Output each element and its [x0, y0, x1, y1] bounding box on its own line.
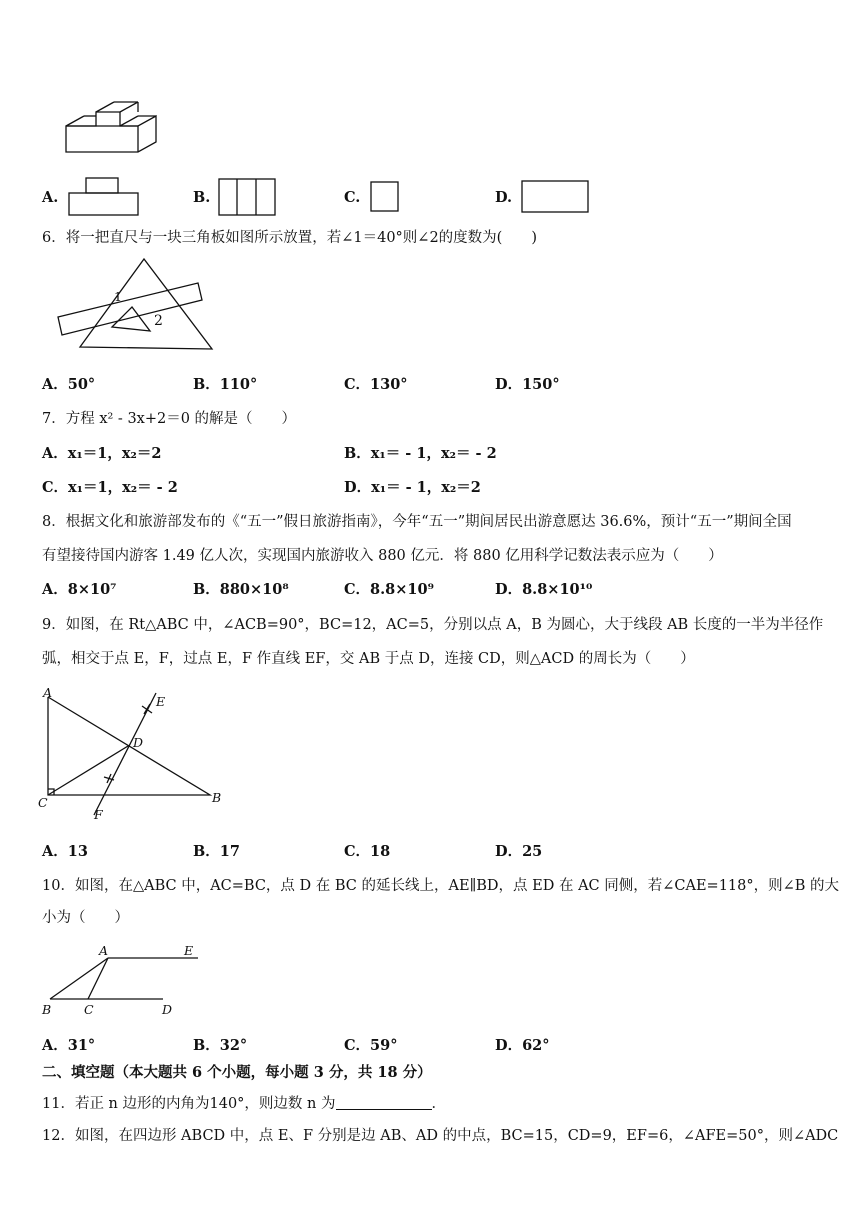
q9-option-c[interactable]: C．18 — [344, 843, 391, 860]
q10-option-b[interactable]: B．32° — [193, 1037, 248, 1054]
q9-point-d-label: D — [133, 735, 144, 750]
q6-question-text: 6．将一把直尺与一块三角板如图所示放置，若∠1＝40°则∠2的度数为( ) — [42, 230, 537, 246]
q10-point-d-label: D — [162, 1002, 173, 1017]
q10-triangle-figure — [38, 940, 208, 1020]
q8-option-a[interactable]: A．8×10⁷ — [42, 581, 117, 598]
q11-question-end: ． — [431, 1096, 446, 1112]
q9-point-b-label: B — [212, 790, 222, 805]
q9-point-f-label: F — [94, 807, 103, 822]
q7-option-b[interactable]: B．x₁＝ - 1，x₂＝ - 2 — [344, 445, 497, 462]
q6-option-a[interactable]: A．50° — [42, 376, 96, 393]
q10-option-d[interactable]: D．62° — [495, 1037, 550, 1054]
q9-point-a-label: A — [43, 685, 53, 700]
q6-angle-2-label: 2 — [154, 313, 163, 329]
q7-option-d[interactable]: D．x₁＝ - 1，x₂＝2 — [344, 479, 481, 496]
q7-option-a[interactable]: A．x₁＝1，x₂＝2 — [42, 445, 162, 462]
q10-point-e-label: E — [184, 943, 194, 958]
q5-option-d-figure — [521, 180, 591, 214]
q5-option-d[interactable]: D. — [495, 189, 513, 206]
q5-option-a[interactable]: A. — [42, 189, 59, 206]
q10-point-c-label: C — [84, 1002, 94, 1017]
q9-question-line-2: 弧，相交于点 E，F，过点 E，F 作直线 EF，交 AB 于点 D，连接 CD，则△ACD 的周长为（ ） — [42, 651, 695, 667]
q9-option-a[interactable]: A．13 — [42, 843, 88, 860]
q10-question-line-1: 10．如图，在△ABC 中，AC=BC，点 D 在 BC 的延长线上，AE∥BD，点 ED 在 AC 同侧，若∠CAE=118°，则∠B 的大 — [42, 878, 840, 894]
q12-question-text: 12．如图，在四边形 ABCD 中，点 E、F 分别是边 AB、AD 的中点，BC=15，CD=9，EF=6，∠AFE=50°，则∠ADC — [42, 1128, 839, 1144]
q10-option-c[interactable]: C．59° — [344, 1037, 398, 1054]
q11-answer-blank[interactable] — [336, 1095, 432, 1110]
q10-point-b-label: B — [42, 1002, 52, 1017]
q5-option-c-figure — [370, 181, 400, 213]
q11-question — [42, 1094, 446, 1114]
q9-question-line-1: 9．如图，在 Rt△ABC 中，∠ACB=90°，BC=12，AC=5，分别以点 A，B 为圆心，大于线段 AB 长度的一半为半径作 — [42, 617, 824, 633]
q9-point-e-label: E — [156, 694, 166, 709]
q5-option-b[interactable]: B. — [193, 189, 211, 206]
q8-option-d[interactable]: D．8.8×10¹⁰ — [495, 581, 593, 598]
q5-option-c[interactable]: C. — [344, 189, 361, 206]
q9-option-b[interactable]: B．17 — [193, 843, 240, 860]
q9-triangle-figure — [38, 685, 238, 825]
q6-ruler-triangle-figure — [50, 255, 220, 355]
q6-option-d[interactable]: D．150° — [495, 376, 560, 393]
q5-option-b-figure — [218, 178, 278, 218]
q8-option-b[interactable]: B．880×10⁸ — [193, 581, 289, 598]
q7-option-c[interactable]: C．x₁＝1，x₂＝ - 2 — [42, 479, 178, 496]
q8-question-line-2: 有望接待国内游客 1.49 亿人次，实现国内旅游收入 880 亿元．将 880 亿用科学记数法表示应为（ ） — [42, 548, 723, 564]
q6-option-c[interactable]: C．130° — [344, 376, 408, 393]
q11-question-text: 11．若正 n 边形的内角为140°，则边数 n 为 — [42, 1096, 336, 1112]
q9-point-c-label: C — [38, 795, 48, 810]
q6-option-b[interactable]: B．110° — [193, 376, 258, 393]
q8-question-line-1: 8．根据文化和旅游部发布的《“五一”假日旅游指南》，今年“五一”期间居民出游意愿达 36.6%，预计“五一”期间全国 — [42, 514, 792, 530]
q10-option-a[interactable]: A．31° — [42, 1037, 96, 1054]
q10-point-a-label: A — [99, 943, 109, 958]
q9-option-d[interactable]: D．25 — [495, 843, 543, 860]
q6-angle-1-label: 1 — [114, 289, 122, 304]
q5-solid-figure — [60, 98, 165, 150]
q10-question-line-2: 小为（ ） — [42, 910, 129, 926]
section-2-title: 二、填空题（本大题共 6 个小题，每小题 3 分，共 18 分） — [42, 1064, 432, 1081]
q8-option-c[interactable]: C．8.8×10⁹ — [344, 581, 434, 598]
q5-option-a-figure — [68, 177, 140, 217]
q7-question-text: 7．方程 x² - 3x+2＝0 的解是（ ） — [42, 411, 297, 427]
